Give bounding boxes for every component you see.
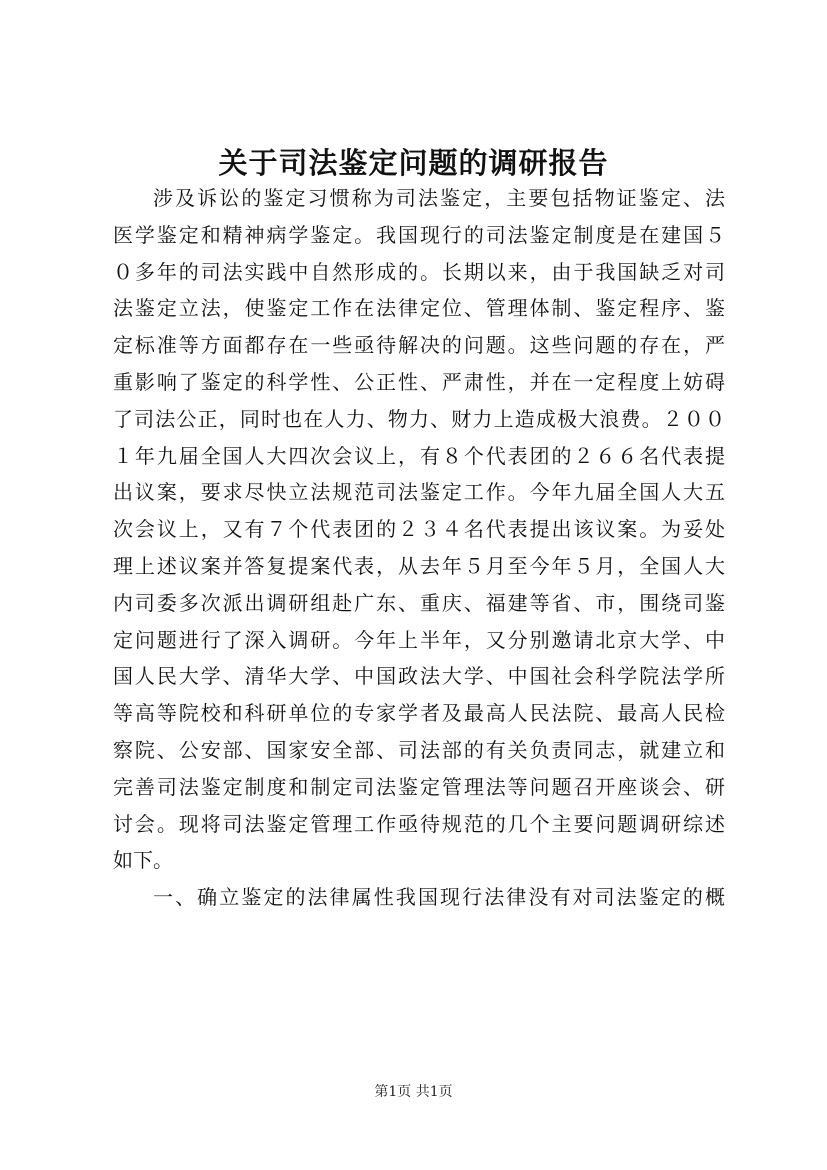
paragraph-line: 了司法公正，同时也在人力、物力、财力上造成极大浪费。２００	[113, 406, 725, 431]
paragraph-line: 医学鉴定和精神病学鉴定。我国现行的司法鉴定制度是在建国５	[113, 222, 725, 247]
document-title: 关于司法鉴定问题的调研报告	[218, 146, 609, 180]
paragraph-line: 理上述议案并答复提案代表，从去年５月至今年５月，全国人大	[113, 553, 725, 578]
paragraph-line: 国人民大学、清华大学、中国政法大学、中国社会科学院法学所	[113, 664, 725, 689]
section-heading-line: 一、确立鉴定的法律属性我国现行法律没有对司法鉴定的概	[153, 885, 725, 910]
paragraph-line: 如下。	[113, 848, 173, 873]
paragraph-line: 重影响了鉴定的科学性、公正性、严肃性，并在一定程度上妨碍	[113, 369, 725, 394]
paragraph-line: 定标准等方面都存在一些亟待解决的问题。这些问题的存在，严	[113, 333, 725, 358]
paragraph-line: 涉及诉讼的鉴定习惯称为司法鉴定，主要包括物证鉴定、法	[153, 186, 725, 210]
paragraph-line: 内司委多次派出调研组赴广东、重庆、福建等省、市，围绕司鉴	[113, 590, 725, 615]
paragraph-line: １年九届全国人大四次会议上，有８个代表团的２６６名代表提	[113, 443, 725, 468]
paragraph-line: 出议案，要求尽快立法规范司法鉴定工作。今年九届全国人大五	[113, 480, 725, 505]
page-number-footer: 第1页 共1页	[374, 1084, 453, 1100]
paragraph-line: 定问题进行了深入调研。今年上半年，又分别邀请北京大学、中	[113, 627, 725, 652]
paragraph-line: 等高等院校和科研单位的专家学者及最高人民法院、最高人民检	[113, 701, 725, 726]
document-body	[113, 180, 725, 916]
paragraph-line: 讨会。现将司法鉴定管理工作亟待规范的几个主要问题调研综述	[113, 811, 725, 836]
paragraph-line: 完善司法鉴定制度和制定司法鉴定管理法等问题召开座谈会、研	[113, 774, 725, 799]
paragraph-line: 察院、公安部、国家安全部、司法部的有关负责同志，就建立和	[113, 737, 725, 762]
paragraph-line: 次会议上，又有７个代表团的２３４名代表提出该议案。为妥处	[113, 517, 725, 542]
paragraph-line: ０多年的司法实践中自然形成的。长期以来，由于我国缺乏对司	[113, 259, 725, 284]
paragraph-line: 法鉴定立法，使鉴定工作在法律定位、管理体制、鉴定程序、鉴	[113, 296, 725, 321]
